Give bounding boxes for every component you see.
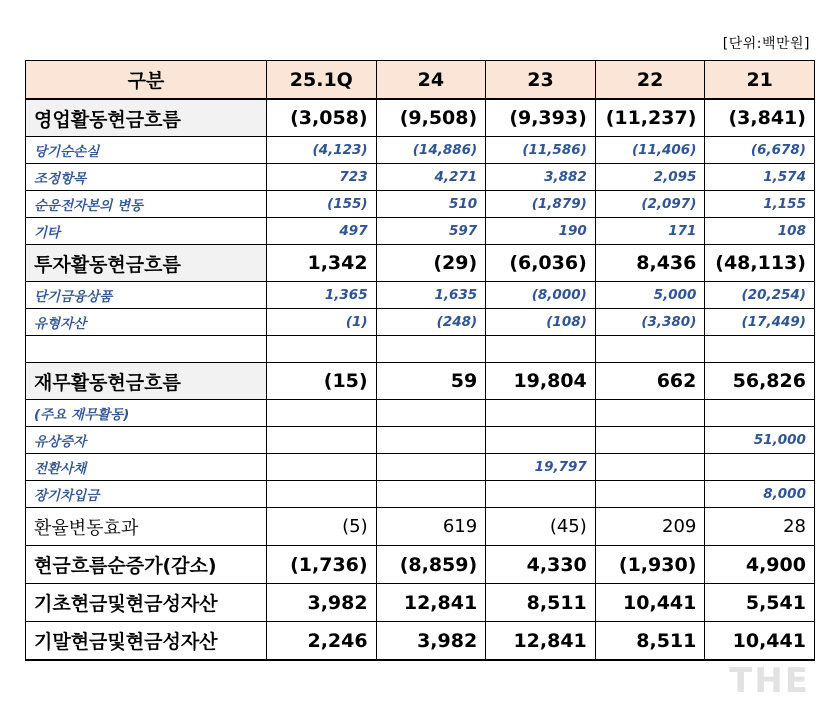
row-value: (20,254) <box>705 282 815 309</box>
watermark: THE <box>729 661 810 701</box>
row-value <box>705 336 815 363</box>
row-label: 조정항목 <box>26 164 267 191</box>
table-row <box>26 546 815 584</box>
row-value: 209 <box>595 508 705 546</box>
row-value: (1,879) <box>486 191 596 218</box>
row-value: (11,586) <box>486 137 596 164</box>
row-value: (5) <box>267 508 377 546</box>
table-row <box>26 282 815 309</box>
table-row <box>26 508 815 546</box>
table-row <box>26 336 815 363</box>
row-value: 3,982 <box>376 622 486 661</box>
row-value: 1,155 <box>705 191 815 218</box>
header-period: 21 <box>705 61 815 100</box>
row-value: 8,511 <box>486 584 596 622</box>
row-value: (48,113) <box>705 245 815 282</box>
row-value: (155) <box>267 191 377 218</box>
header-category: 구분 <box>26 61 267 100</box>
row-value: (15) <box>267 363 377 400</box>
row-value: 190 <box>486 218 596 245</box>
row-value: (248) <box>376 309 486 336</box>
row-value: (108) <box>486 309 596 336</box>
row-value: (1,736) <box>267 546 377 584</box>
row-value: 2,246 <box>267 622 377 661</box>
table-row <box>26 622 815 661</box>
row-value: (14,886) <box>376 137 486 164</box>
row-value: 662 <box>595 363 705 400</box>
row-value <box>595 427 705 454</box>
row-value: (11,406) <box>595 137 705 164</box>
row-value <box>486 427 596 454</box>
row-value: 8,511 <box>595 622 705 661</box>
row-value: (1,930) <box>595 546 705 584</box>
header-period: 25.1Q <box>267 61 377 100</box>
cash-flow-table <box>25 60 815 661</box>
row-value: 3,882 <box>486 164 596 191</box>
row-value: (6,678) <box>705 137 815 164</box>
row-label: 환율변동효과 <box>26 508 267 546</box>
row-value: (9,508) <box>376 99 486 137</box>
row-value <box>376 400 486 427</box>
row-value: 56,826 <box>705 363 815 400</box>
row-value: 5,541 <box>705 584 815 622</box>
row-value: (9,393) <box>486 99 596 137</box>
table-row <box>26 363 815 400</box>
header-row <box>26 61 815 100</box>
table-row <box>26 191 815 218</box>
header-period: 22 <box>595 61 705 100</box>
row-value: 10,441 <box>595 584 705 622</box>
row-value: 59 <box>376 363 486 400</box>
row-value: 4,330 <box>486 546 596 584</box>
table-row <box>26 99 815 137</box>
row-value: 8,000 <box>705 481 815 508</box>
row-label: 유상증자 <box>26 427 267 454</box>
row-value <box>486 400 596 427</box>
row-value <box>267 400 377 427</box>
row-value: (2,097) <box>595 191 705 218</box>
table-row <box>26 309 815 336</box>
row-value <box>376 454 486 481</box>
row-value: 4,271 <box>376 164 486 191</box>
row-value <box>595 400 705 427</box>
row-label: 재무활동현금흐름 <box>26 363 267 400</box>
row-value: 10,441 <box>705 622 815 661</box>
row-value: (8,000) <box>486 282 596 309</box>
row-value: 28 <box>705 508 815 546</box>
table-row <box>26 137 815 164</box>
row-label: 단기금융상품 <box>26 282 267 309</box>
row-value: (1) <box>267 309 377 336</box>
row-value: (11,237) <box>595 99 705 137</box>
row-value: 5,000 <box>595 282 705 309</box>
row-value: 497 <box>267 218 377 245</box>
row-value: 723 <box>267 164 377 191</box>
row-value: 19,797 <box>486 454 596 481</box>
row-label: 전환사채 <box>26 454 267 481</box>
row-value: (6,036) <box>486 245 596 282</box>
row-value <box>376 427 486 454</box>
row-value: 51,000 <box>705 427 815 454</box>
row-label: 기타 <box>26 218 267 245</box>
row-label: 영업활동현금흐름 <box>26 99 267 137</box>
table-row <box>26 245 815 282</box>
row-label: 기초현금및현금성자산 <box>26 584 267 622</box>
row-value <box>267 454 377 481</box>
header-period: 24 <box>376 61 486 100</box>
row-value <box>267 427 377 454</box>
row-value: 12,841 <box>486 622 596 661</box>
row-value: (3,058) <box>267 99 377 137</box>
row-label: 기말현금및현금성자산 <box>26 622 267 661</box>
row-label: 당기순손실 <box>26 137 267 164</box>
row-value: 619 <box>376 508 486 546</box>
row-value <box>595 481 705 508</box>
row-value: (8,859) <box>376 546 486 584</box>
row-value: (4,123) <box>267 137 377 164</box>
row-value: 2,095 <box>595 164 705 191</box>
table-row <box>26 454 815 481</box>
row-value <box>376 336 486 363</box>
table-row <box>26 400 815 427</box>
row-value <box>267 481 377 508</box>
row-value <box>486 336 596 363</box>
row-value: 171 <box>595 218 705 245</box>
row-value: 510 <box>376 191 486 218</box>
row-value: (45) <box>486 508 596 546</box>
row-value <box>595 336 705 363</box>
row-value <box>705 400 815 427</box>
table-row <box>26 427 815 454</box>
row-value <box>486 481 596 508</box>
row-value: 12,841 <box>376 584 486 622</box>
header-period: 23 <box>486 61 596 100</box>
row-label: 장기차입금 <box>26 481 267 508</box>
table-row <box>26 481 815 508</box>
row-value: (17,449) <box>705 309 815 336</box>
row-value: (29) <box>376 245 486 282</box>
row-value <box>267 336 377 363</box>
table-row <box>26 218 815 245</box>
row-value: 1,342 <box>267 245 377 282</box>
row-label: 순운전자본의 변동 <box>26 191 267 218</box>
row-value: 1,635 <box>376 282 486 309</box>
row-value: (3,841) <box>705 99 815 137</box>
row-value: 3,982 <box>267 584 377 622</box>
row-value: 1,574 <box>705 164 815 191</box>
row-value: 597 <box>376 218 486 245</box>
row-label: 투자활동현금흐름 <box>26 245 267 282</box>
row-value: 4,900 <box>705 546 815 584</box>
row-label: (주요 재무활동) <box>26 400 267 427</box>
row-value: 1,365 <box>267 282 377 309</box>
row-value: 108 <box>705 218 815 245</box>
row-label: 유형자산 <box>26 309 267 336</box>
row-label <box>26 336 267 363</box>
row-value <box>595 454 705 481</box>
row-value: (3,380) <box>595 309 705 336</box>
table-row <box>26 584 815 622</box>
row-value <box>376 481 486 508</box>
row-label: 현금흐름순증가(감소) <box>26 546 267 584</box>
row-value: 19,804 <box>486 363 596 400</box>
unit-label: [단위:백만원] <box>722 36 810 52</box>
row-value: 8,436 <box>595 245 705 282</box>
table-row <box>26 164 815 191</box>
row-value <box>705 454 815 481</box>
